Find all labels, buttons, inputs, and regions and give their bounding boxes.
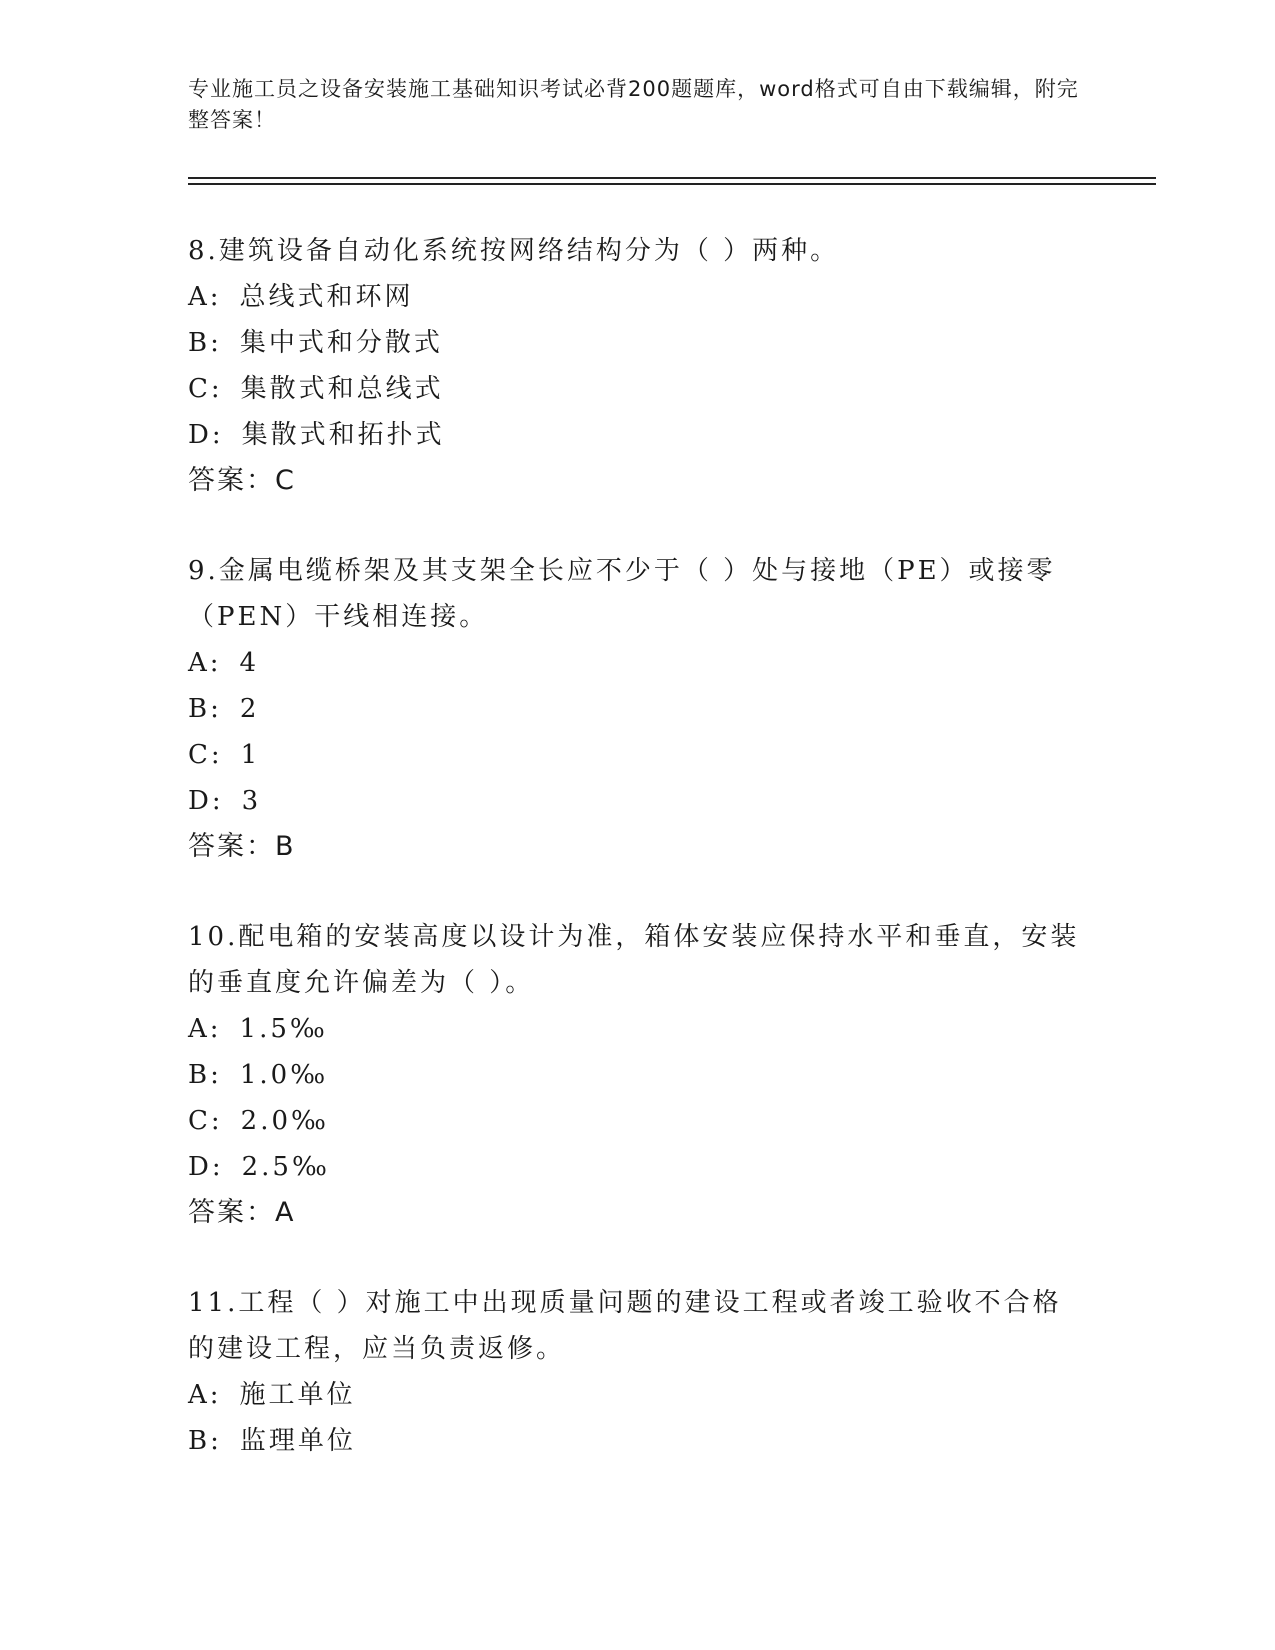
- answer-line: 答案：A: [188, 1197, 296, 1228]
- answer-line: 答案：C: [188, 465, 296, 496]
- option-text: 1.5‰: [239, 1014, 328, 1044]
- question-number: 11.: [188, 1288, 239, 1318]
- option-text: 施工单位: [239, 1380, 356, 1410]
- question-text: [188, 548, 1088, 640]
- option-letter: A:: [188, 1014, 222, 1044]
- option-letter: B:: [188, 1426, 222, 1456]
- question-text: [188, 1280, 1088, 1372]
- option-b: [188, 686, 1088, 732]
- option-letter: B:: [188, 328, 222, 358]
- option-letter: A:: [188, 648, 222, 678]
- option-text: 监理单位: [239, 1426, 356, 1456]
- question-number: 9.: [188, 556, 219, 586]
- header-divider-bottom: [188, 183, 1156, 185]
- option-a: [188, 640, 1088, 686]
- option-text: 集散式和总线式: [240, 374, 444, 404]
- option-b: [188, 1418, 1088, 1464]
- option-c: [188, 732, 1088, 778]
- document-title: 专业施工员之设备安装施工基础知识考试必背200题题库，word格式可自由下载编辑，附完整答案！: [188, 77, 1079, 132]
- question-text: [188, 914, 1088, 1006]
- option-letter: B:: [188, 1060, 222, 1090]
- option-letter: A:: [188, 1380, 222, 1410]
- option-text: 集散式和拓扑式: [241, 420, 445, 450]
- option-text: 1.0‰: [239, 1060, 329, 1090]
- question-11: [188, 1280, 1088, 1464]
- option-a: [188, 274, 1088, 320]
- option-a: [188, 1006, 1088, 1052]
- option-c: [188, 1098, 1088, 1144]
- option-d: [188, 1144, 1088, 1190]
- question-stem: 金属电缆桥架及其支架全长应不少于（ ）处与接地（PE）或接零（PEN）干线相连接。: [188, 556, 1056, 632]
- option-text: 2.0‰: [240, 1106, 329, 1136]
- question-list: [188, 228, 1088, 1508]
- question-9: [188, 548, 1088, 870]
- option-text: 集中式和分散式: [239, 328, 443, 358]
- answer-line: 答案：B: [188, 831, 296, 862]
- question-stem: 建筑设备自动化系统按网络结构分为（ ）两种。: [218, 236, 840, 266]
- option-d: [188, 778, 1088, 824]
- option-text: 4: [239, 648, 260, 678]
- option-c: [188, 366, 1088, 412]
- option-text: 2: [239, 694, 260, 724]
- option-letter: C:: [188, 1106, 223, 1136]
- option-text: 总线式和环网: [239, 282, 414, 312]
- option-b: [188, 320, 1088, 366]
- option-a: [188, 1372, 1088, 1418]
- option-text: 2.5‰: [241, 1152, 330, 1182]
- option-text: 1: [240, 740, 261, 770]
- question-text: [188, 228, 1088, 274]
- option-text: 3: [241, 786, 262, 816]
- question-stem: 工程（ ）对施工中出现质量问题的建设工程或者竣工验收不合格的建设工程，应当负责返修。: [188, 1288, 1062, 1364]
- question-number: 10.: [188, 922, 239, 952]
- option-letter: A:: [188, 282, 222, 312]
- question-stem: 配电箱的安装高度以设计为准，箱体安装应保持水平和垂直，安装的垂直度允许偏差为（ ）。: [188, 922, 1080, 998]
- option-letter: D:: [188, 786, 224, 816]
- question-10: [188, 914, 1088, 1236]
- option-letter: C:: [188, 374, 223, 404]
- option-letter: C:: [188, 740, 223, 770]
- option-d: [188, 412, 1088, 458]
- option-letter: D:: [188, 420, 224, 450]
- option-b: [188, 1052, 1088, 1098]
- question-8: [188, 228, 1088, 504]
- option-letter: B:: [188, 694, 222, 724]
- option-letter: D:: [188, 1152, 224, 1182]
- question-number: 8.: [188, 236, 219, 266]
- header-divider-top: [188, 177, 1156, 179]
